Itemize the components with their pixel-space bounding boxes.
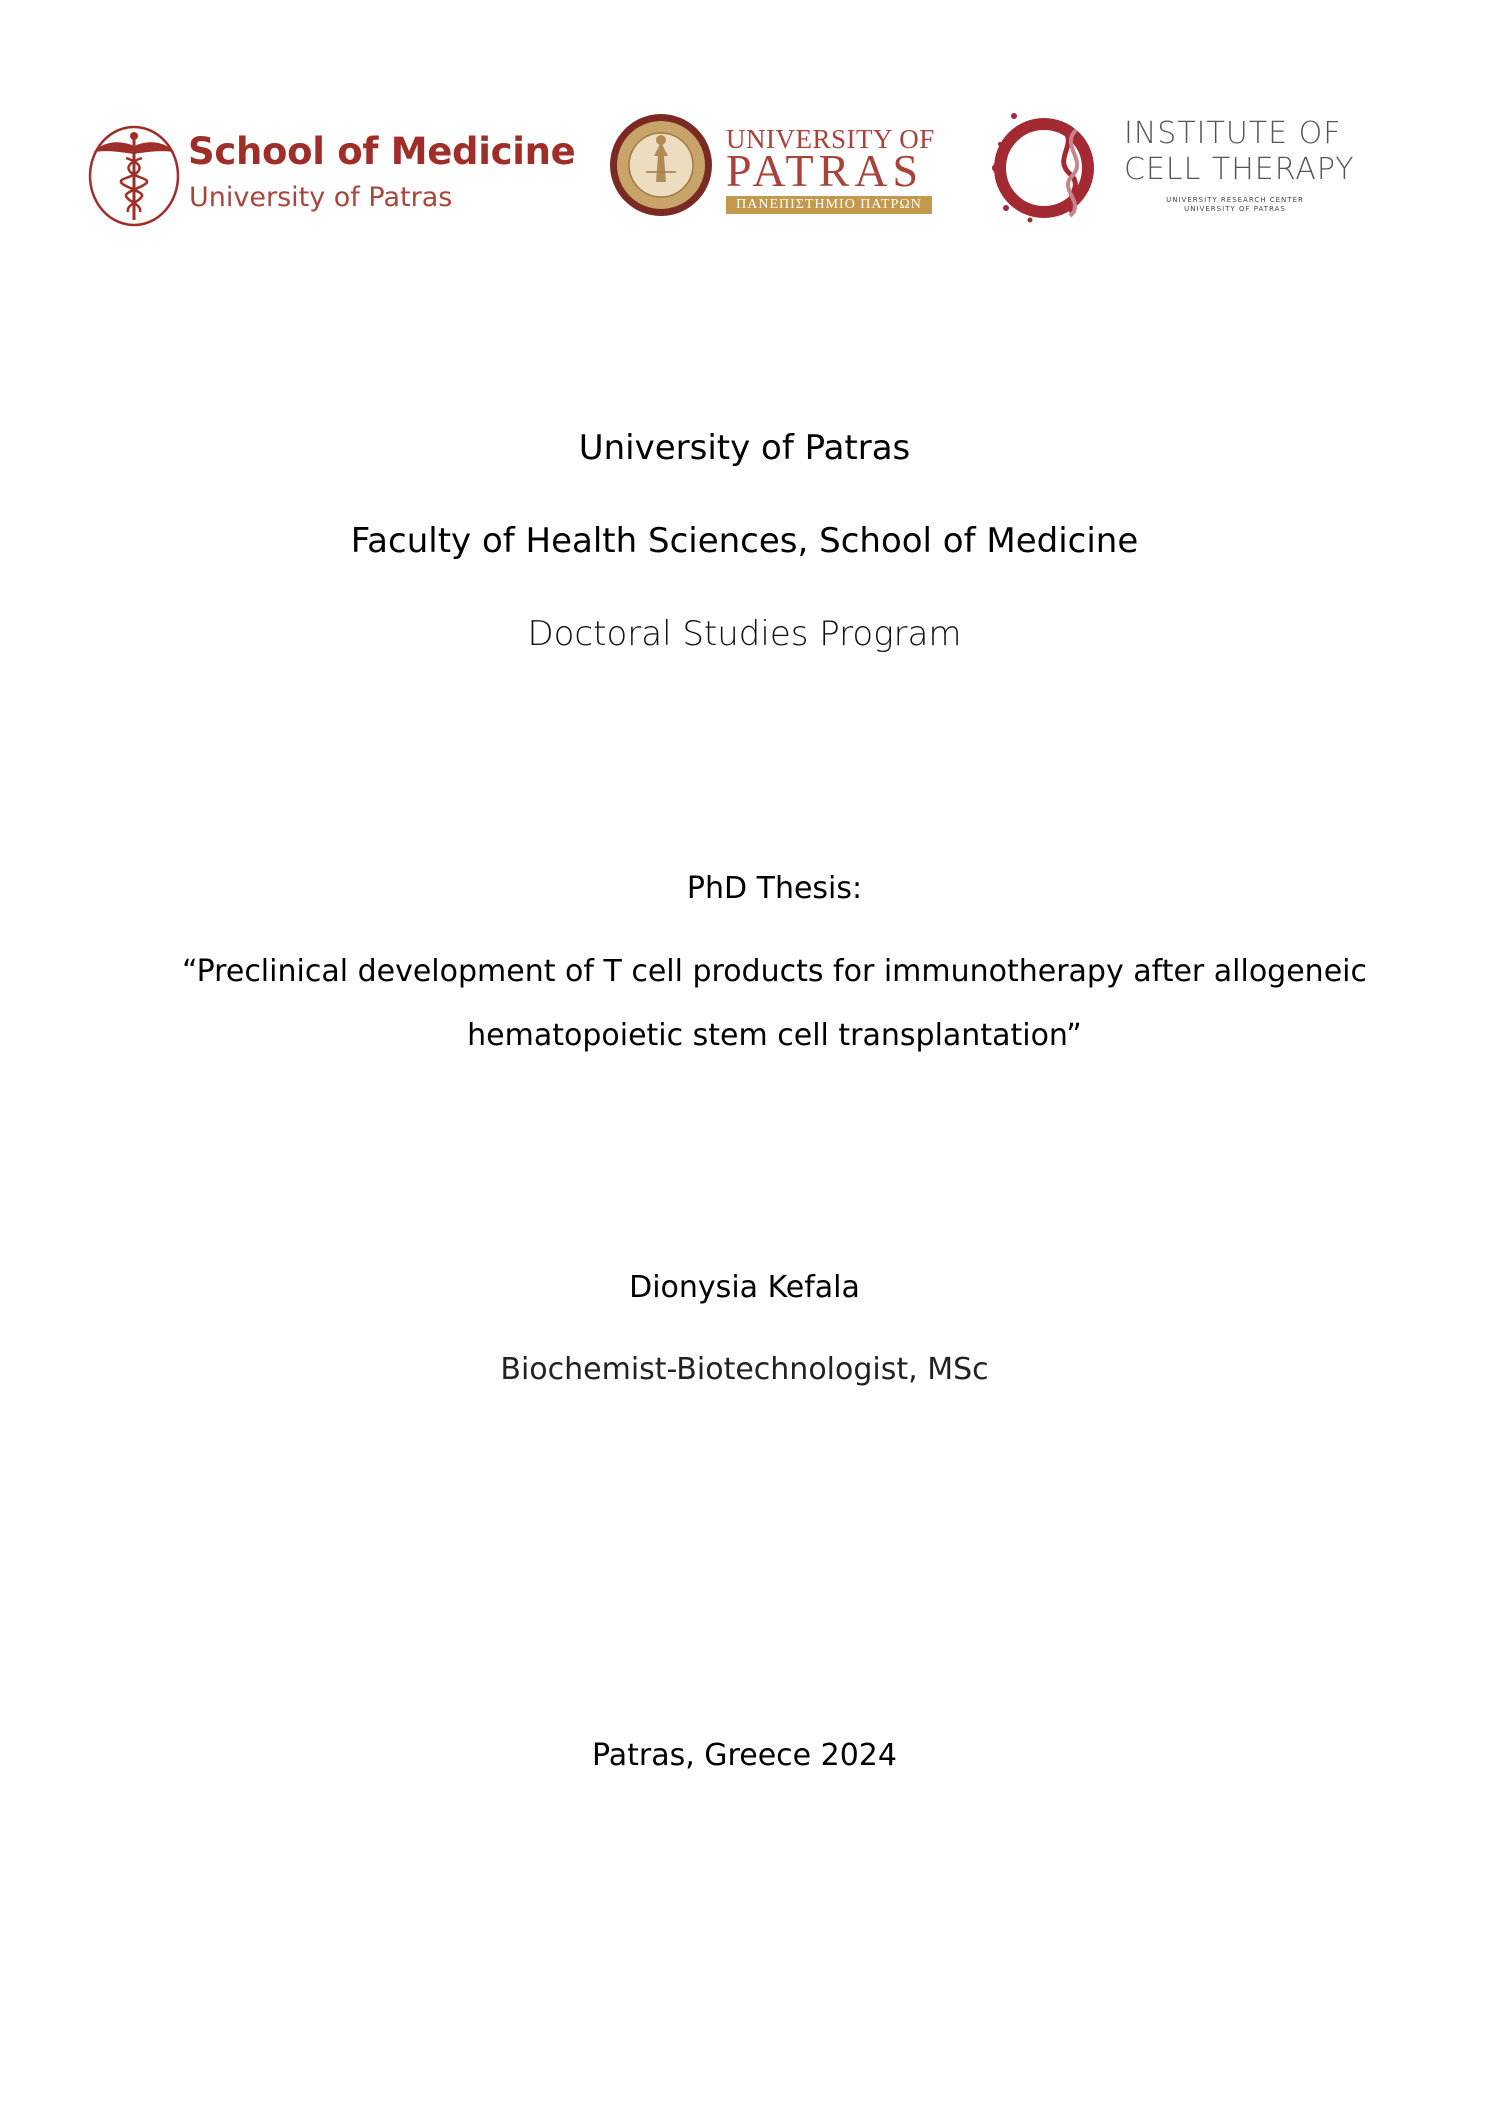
logo-line-greek: ΠΑΝΕΠΙΣΤΗΜΙΟ ΠΑΤΡΩΝ xyxy=(726,196,932,214)
thesis-label: PhD Thesis: xyxy=(686,871,863,906)
logo-title: School of Medicine xyxy=(188,130,576,173)
cell-dna-icon xyxy=(990,108,1102,224)
university-seal-icon xyxy=(608,112,714,218)
school-of-medicine-logo xyxy=(86,122,576,234)
author-name: Dionysia Kefala xyxy=(629,1270,860,1305)
logo-line-patras: PATRAS xyxy=(726,145,924,196)
logo-line-cell-therapy: CELL THERAPY xyxy=(1124,152,1355,187)
place-and-year: Patras, Greece 2024 xyxy=(592,1738,897,1773)
logo-line-institute-of: INSTITUTE OF xyxy=(1124,116,1342,151)
thesis-title-line-1: “Preclinical development of T cell products for immunotherapy after allogeneic xyxy=(182,954,1367,989)
caduceus-icon xyxy=(86,124,182,228)
logo-line-university: UNIVERSITY OF PATRAS xyxy=(1184,205,1286,213)
university-heading: University of Patras xyxy=(578,428,911,468)
university-of-patras-logo xyxy=(608,112,938,222)
logo-subtitle: University of Patras xyxy=(189,182,453,213)
faculty-heading: Faculty of Health Sciences, School of Medicine xyxy=(350,521,1139,561)
institute-of-cell-therapy-logo xyxy=(990,108,1360,228)
author-credentials: Biochemist-Biotechnologist, MSc xyxy=(500,1352,989,1387)
logo-line-research-center: UNIVERSITY RESEARCH CENTER xyxy=(1166,196,1304,204)
program-heading: Doctoral Studies Program xyxy=(527,614,962,654)
thesis-title-line-2: hematopoietic stem cell transplantation” xyxy=(467,1018,1082,1053)
logo-line-university-of: UNIVERSITY OF xyxy=(726,124,935,154)
